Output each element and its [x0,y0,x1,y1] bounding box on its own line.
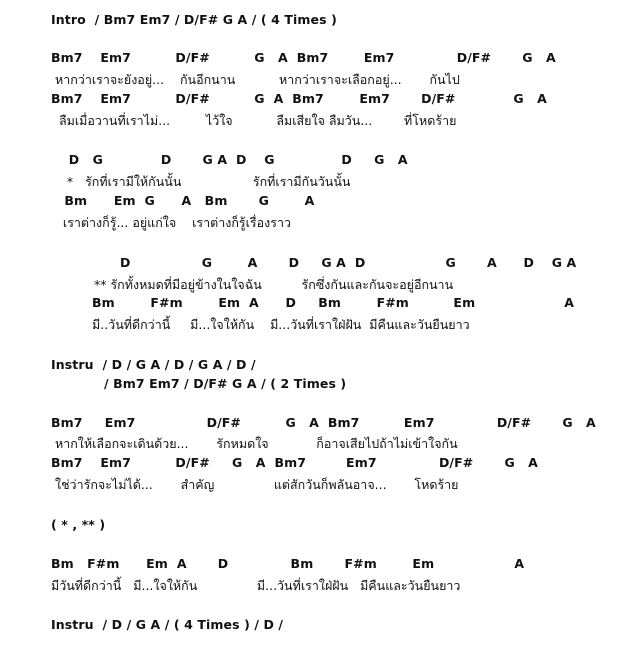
verse1-chords-2: Bm7 Em7 D/F# G A Bm7 Em7 D/F# G A [51,91,547,106]
verse2-chords-1: Bm7 Em7 D/F# G A Bm7 Em7 D/F# G A [51,415,596,430]
outro-lyrics: มีวันที่ดีกว่านี้ มี...ใจให้กัน มี...วันที่เราใฝ่ฝัน มีคืนและวันยืนยาว [51,578,461,593]
verse2-lyrics-1: หากให้เลือกจะเดินด้วย... รักหมดใจ ก็อาจเสียไปถ้าไม่เข้าใจกัน [51,436,458,451]
repeat-marker: ( * , ** ) [51,517,106,532]
instru-ending-chords: Instru / D / G A / ( 4 Times ) / D / [51,617,284,632]
chorus1-chords-2: Bm Em G A Bm G A [51,193,315,208]
chorus2-chords-2: Bm F#m Em A D Bm F#m Em A [92,295,575,310]
verse2-chords-2: Bm7 Em7 D/F# G A Bm7 Em7 D/F# G A [51,455,538,470]
chorus2-lyrics-1: ** รักทั้งหมดที่มีอยู่ข้างในใจฉัน รักซึ่งกันและกันจะอยู่อีกนาน [94,277,454,292]
chorus1-lyrics-1: * รักที่เรามีให้กันนั้น รักที่เรามีกันวันนั้น [51,174,351,189]
instru-chords-2: / Bm7 Em7 / D/F# G A / ( 2 Times ) [104,376,347,391]
chorus2-lyrics-2: มี..วันที่ดีกว่านี้ มี...ใจให้กัน มี...วันที่เราใฝ่ฝัน มีคืนและวันยืนยาว [92,317,470,332]
verse1-lyrics-2: ลืมเมื่อวานที่เราไม่... ไว้ใจ ลืมเสียใจ ลืมวัน... ที่โหดร้าย [51,113,457,128]
verse1-chords-1: Bm7 Em7 D/F# G A Bm7 Em7 D/F# G A [51,50,556,65]
intro-chords: Intro / Bm7 Em7 / D/F# G A / ( 4 Times ) [51,12,337,27]
verse1-lyrics-1: หากว่าเราจะยังอยู่... กันอีกนาน หากว่าเราจะเลือกอยู่... กันไป [51,72,460,87]
outro-chords: Bm F#m Em A D Bm F#m Em A [51,556,525,571]
verse2-lyrics-2: ใช่ว่ารักจะไม่ได้... สำคัญ แต่สักวันก็พลันอาจ... โหดร้าย [51,477,459,492]
instru-chords-1: Instru / D / G A / D / G A / D / [51,357,256,372]
chorus2-chords-1: D G A D G A D G A D G A [120,255,577,270]
chorus1-chords-1: D G D G A D G D G A [51,152,408,167]
chorus1-lyrics-2: เราต่างก็รู้... อยู่แก่ใจ เราต่างก็รู้เรื่องราว [51,215,291,230]
